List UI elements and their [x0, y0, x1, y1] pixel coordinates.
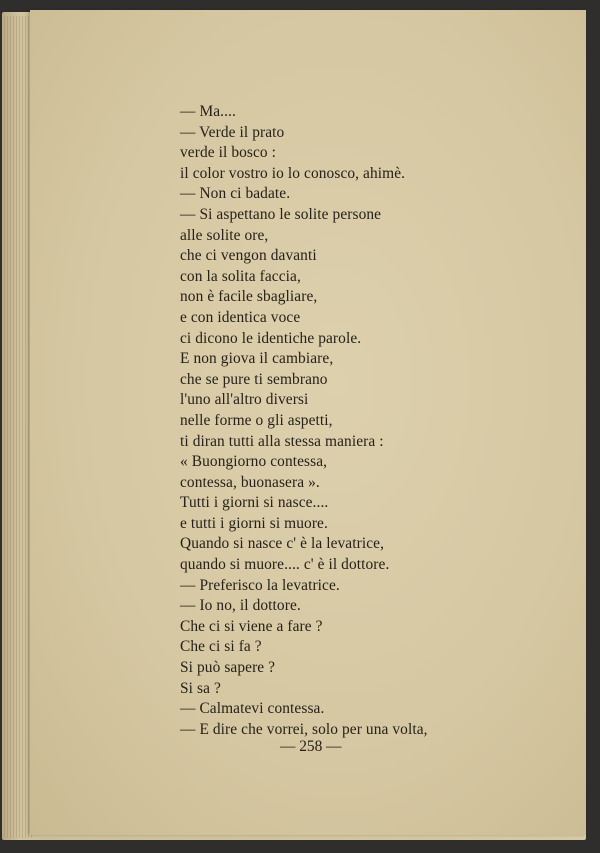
poem-line: Si può sapere ? — [180, 659, 276, 677]
poem-line: alle solite ore, — [180, 226, 269, 244]
poem-line: — Calmatevi contessa. — [180, 700, 325, 718]
poem-line: con la solita faccia, — [180, 267, 301, 285]
poem-line: — Preferisco la levatrice. — [180, 576, 340, 594]
poem-line: il color vostro io lo conosco, ahimè. — [180, 164, 406, 182]
page-number: — 258 — — [280, 738, 342, 755]
poem-line: e con identica voce — [180, 308, 301, 326]
poem-line: quando si muore.... c' è il dottore. — [180, 556, 390, 574]
poem-line: ti diran tutti alla stessa maniera : — [180, 432, 384, 450]
poem-line: Che ci si fa ? — [180, 638, 262, 656]
poem-line: — Io no, il dottore. — [180, 597, 301, 615]
page-edges — [4, 16, 32, 838]
poem-line: non è facile sbagliare, — [180, 288, 318, 306]
poem-line: — Ma.... — [180, 103, 236, 120]
poem-line: Che ci si viene a fare ? — [180, 617, 323, 635]
poem-line: — Si aspettano le solite persone — [180, 205, 382, 223]
poem-line: nelle forme o gli aspetti, — [180, 411, 333, 429]
poem-line: « Buongiorno contessa, — [180, 453, 328, 471]
poem-line: Quando si nasce c' è la levatrice, — [180, 535, 385, 553]
poem-line: verde il bosco : — [180, 144, 277, 162]
poem-line: che se pure ti sembrano — [180, 370, 328, 388]
poem-line: — E dire che vorrei, solo per una volta, — [180, 720, 428, 738]
poem-line: che ci vengon davanti — [180, 247, 317, 265]
poem-line: contessa, buonasera ». — [180, 473, 320, 491]
poem-line: ci dicono le identiche parole. — [180, 329, 362, 347]
poem-line: — Verde il prato — [180, 123, 285, 141]
poem-line: E non giova il cambiare, — [180, 350, 334, 368]
poem-line: Tutti i giorni si nasce.... — [180, 494, 329, 512]
poem-text — [180, 102, 480, 740]
poem-line: l'uno all'altro diversi — [180, 391, 309, 409]
poem-line: — Non ci badate. — [180, 185, 291, 203]
poem-line: Si sa ? — [180, 679, 221, 697]
poem-line: e tutti i giorni si muore. — [180, 514, 328, 532]
